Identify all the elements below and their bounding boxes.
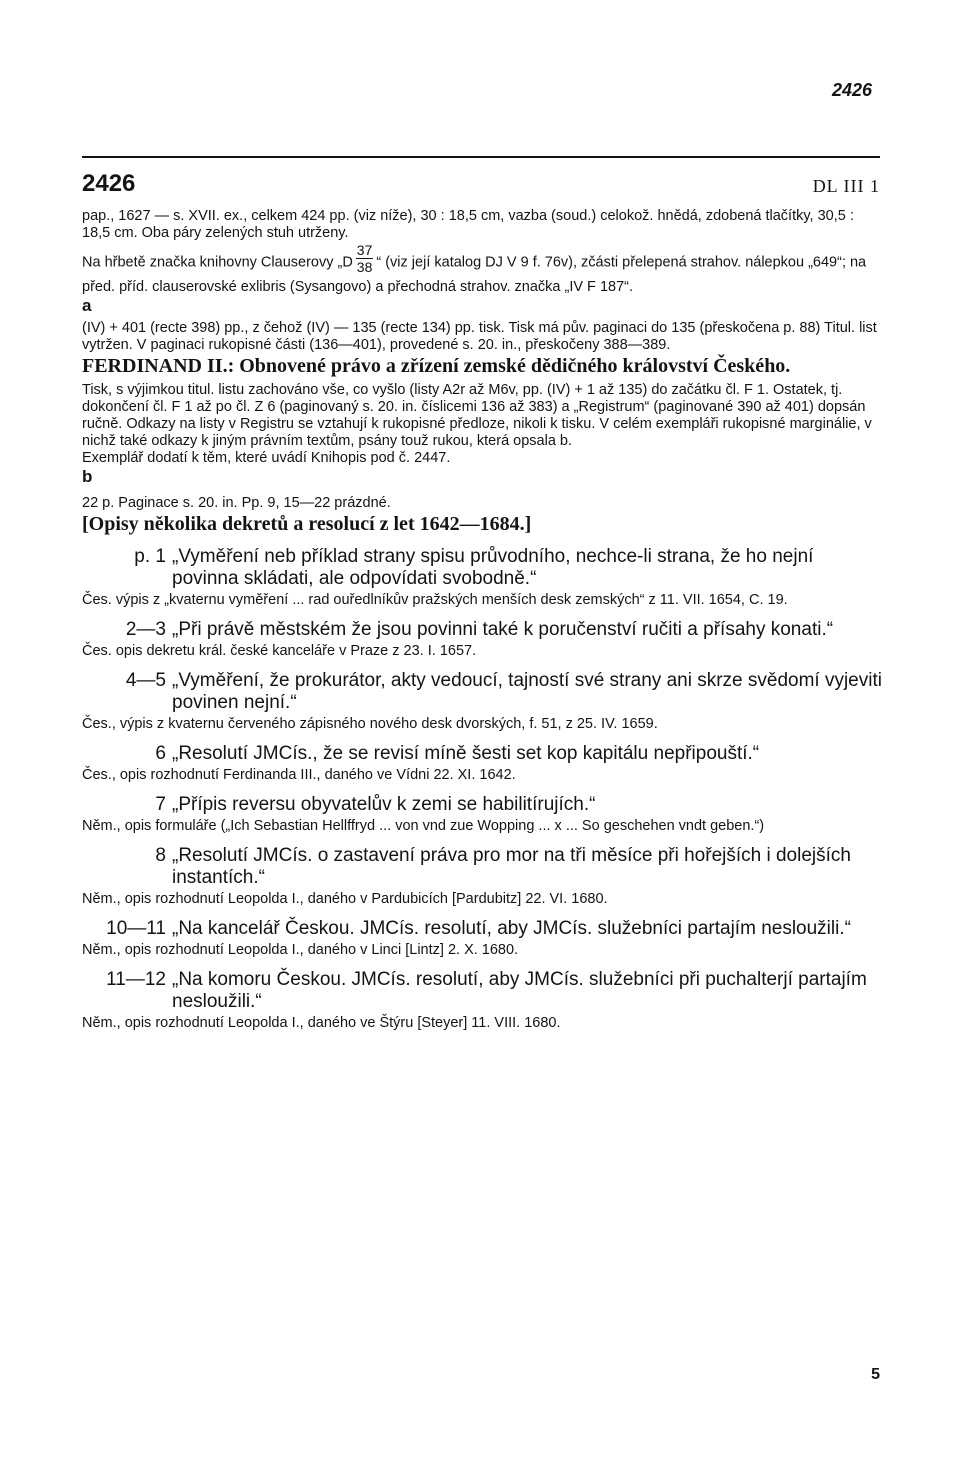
item-page: 6 bbox=[155, 743, 166, 764]
item-note: Něm., opis rozhodnutí Leopolda I., daného v Linci [Lintz] 2. X. 1680. bbox=[82, 942, 519, 958]
part-a-reference: Exemplář dodatí k těm, které uvádí Knihopis pod č. 2447. bbox=[82, 450, 451, 466]
shelfmark-fraction bbox=[356, 242, 374, 275]
part-a-note: Tisk, s výjimkou titul. listu zachováno vše, co vyšlo (listy A2r až M6v, pp. (IV) + 1 až 135) do začátku čl. F 1. Ostatek, tj. dokončení čl. F 1 až po čl. Z 6 (paginovaný s. 20. in. číslicemi 136 až 383) a „Registrum“ (paginované 390 až 401) dopsán ručně. Odkazy na listy v Registru se vztahují k rukopisné předloze, nikoli k tisku. V celém exempláři rukopisné marginálie, v nichž také odkazy k jiným právním textům, psány touž rukou, která opsala b. bbox=[82, 382, 872, 449]
item-note: Čes. výpis z „kvaternu vyměření ... rad ouředlníkův pražských menších desk zemských“ z 11. VII. 1654, C. 19. bbox=[82, 592, 788, 608]
list-item bbox=[82, 794, 882, 835]
entry-number: 2426 bbox=[82, 170, 136, 197]
header-rule bbox=[82, 156, 880, 158]
item-note: Něm., opis formuláře („Ich Sebastian Hellffryd ... von vnd zue Wopping ... x ... So geschehen vndt geben.“) bbox=[82, 818, 765, 834]
item-note: Čes. opis dekretu král. české kanceláře v Praze z 23. I. 1657. bbox=[82, 643, 477, 659]
item-page: 4—5 bbox=[125, 670, 166, 691]
fraction-denominator: 38 bbox=[356, 259, 373, 275]
provenance-text-after: “ (viz její katalog DJ V 9 f. 76v), zčásti přelepená strahov. nálepkou „649“; na před. příd. clauserovské exlibris (Sysangovo) a přechodná strahov. značka „IV F 187“. bbox=[82, 254, 867, 295]
provenance-text-before: Na hřbetě značka knihovny Clauserovy „D bbox=[82, 254, 353, 271]
item-note: Čes., výpis z kvaternu červeného zápisného nového desk dvorských, f. 51, z 25. IV. 1659. bbox=[82, 716, 658, 732]
item-title: „Na kancelář Českou. JMCís. resolutí, aby JMCís. služebníci partajím nesloužili.“ bbox=[172, 918, 851, 939]
list-item bbox=[82, 743, 882, 784]
list-item bbox=[82, 845, 882, 908]
item-note: Čes., opis rozhodnutí Ferdinanda III., daného ve Vídni 22. XI. 1642. bbox=[82, 767, 516, 783]
entry-header bbox=[82, 170, 880, 200]
item-page: 11—12 bbox=[106, 969, 166, 990]
part-b-collation: 22 p. Paginace s. 20. in. Pp. 9, 15—22 prázdné. bbox=[82, 495, 391, 511]
part-a-collation: (IV) + 401 (recte 398) pp., z čehož (IV) — 135 (recte 134) pp. tisk. Tisk má pův. paginaci do 135 (přeskočena p. 88) Titul. list vytržen. V paginaci rukopisné části (136—401), provedené s. 20. in., přeskočeny 388—389. bbox=[82, 320, 877, 353]
item-title: „Přípis reversu obyvatelův k zemi se habilitírujích.“ bbox=[172, 794, 596, 815]
item-title: „Při právě městském že jsou povinni také k poručenství ručiti a přísahy konati.“ bbox=[172, 619, 834, 640]
item-page: 7 bbox=[155, 794, 166, 815]
physical-description: pap., 1627 — s. XVII. ex., celkem 424 pp. (viz níže), 30 : 18,5 cm, vazba (soud.) celokož. hnědá, zdobená tlačítky, 30,5 : 18,5 cm. Oba páry zelených stuh utrženy. bbox=[82, 208, 854, 241]
list-item bbox=[82, 546, 882, 609]
item-title: „Na komoru Českou. JMCís. resolutí, aby JMCís. služebníci při puchalterjí partajím nesloužili.“ bbox=[172, 969, 867, 1012]
part-b-letter: b bbox=[82, 467, 93, 486]
item-page: p. 1 bbox=[134, 546, 166, 567]
item-title: „Resolutí JMCís., že se revisí míně šesti set kop kapitálu nepřipouští.“ bbox=[172, 743, 760, 764]
item-list bbox=[82, 546, 882, 1032]
item-note: Něm., opis rozhodnutí Leopolda I., daného v Pardubicích [Pardubitz] 22. VI. 1680. bbox=[82, 891, 608, 907]
page-number: 2426 bbox=[831, 80, 872, 100]
item-page: 8 bbox=[155, 845, 166, 866]
part-b-title: [Opisy několika dekretů a resolucí z let 1642—1684.] bbox=[82, 513, 532, 535]
list-item bbox=[82, 670, 882, 733]
item-title: „Resolutí JMCís. o zastavení práva pro mor na tři měsíce při hořejších i dolejších instantích.“ bbox=[172, 845, 851, 888]
list-item bbox=[82, 619, 882, 660]
item-page: 2—3 bbox=[125, 619, 166, 640]
item-page: 10—11 bbox=[106, 918, 166, 939]
fraction-numerator: 37 bbox=[356, 242, 373, 258]
list-item bbox=[82, 969, 882, 1032]
signature-code: DL III 1 bbox=[812, 176, 880, 196]
item-title: „Vyměření, že prokurátor, akty vedoucí, tajností své strany ani skrze svědomí vyjeviti povinen nejní.“ bbox=[172, 670, 882, 713]
provenance-description bbox=[82, 242, 882, 296]
item-title: „Vyměření neb příklad strany spisu průvodního, nechce-li strana, že ho nejní povinna skládati, ale odpovídati svobodně.“ bbox=[172, 546, 814, 589]
list-item bbox=[82, 918, 882, 959]
item-note: Něm., opis rozhodnutí Leopolda I., daného ve Štýru [Steyer] 11. VIII. 1680. bbox=[82, 1015, 561, 1031]
signature-mark: 5 bbox=[871, 1366, 880, 1383]
part-a-letter: a bbox=[82, 296, 92, 315]
entry-body bbox=[82, 208, 882, 1032]
part-a-title: FERDINAND II.: Obnovené právo a zřízení zemské dědičného království Českého. bbox=[82, 355, 791, 377]
